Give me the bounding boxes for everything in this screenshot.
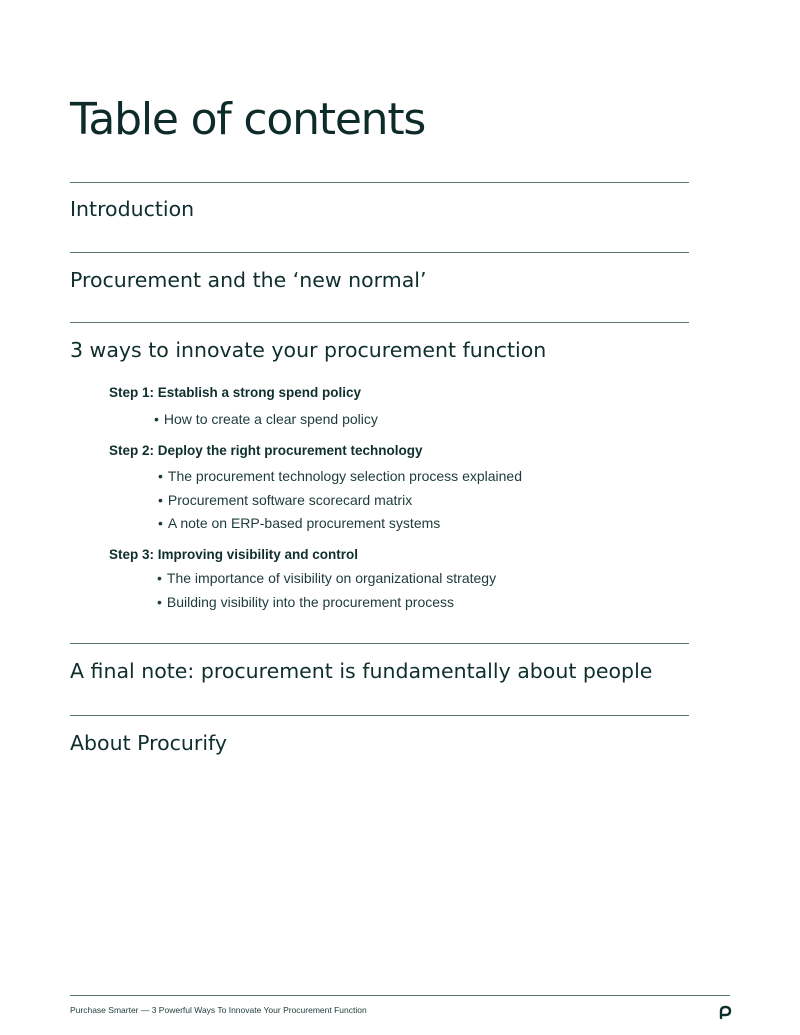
toc-step-1-heading[interactable]: Step 1: Establish a strong spend policy <box>109 385 362 400</box>
toc-step-3-heading[interactable]: Step 3: Improving visibility and control <box>109 547 359 562</box>
procurify-logo-icon <box>718 1005 732 1035</box>
toc-step-1-item-1[interactable] <box>154 411 378 427</box>
section-divider <box>70 643 689 644</box>
footer-text: Purchase Smarter — 3 Powerful Ways To Innovate Your Procurement Function <box>70 1005 367 1015</box>
footer-divider <box>70 995 730 996</box>
bullet-icon: • <box>157 594 162 610</box>
toc-entry-new-normal[interactable]: Procurement and the ‘new normal’ <box>70 268 427 292</box>
section-divider <box>70 182 689 183</box>
toc-entry-three-ways[interactable]: 3 ways to innovate your procurement function <box>70 338 547 362</box>
toc-item-label: How to create a clear spend policy <box>163 411 378 427</box>
toc-step-3-item-2[interactable] <box>157 594 454 610</box>
toc-entry-introduction[interactable]: Introduction <box>70 197 195 221</box>
toc-entry-about[interactable]: About Procurify <box>70 731 228 755</box>
toc-item-label: Building visibility into the procurement process <box>166 594 455 610</box>
section-divider <box>70 252 689 253</box>
toc-step-2-item-1[interactable] <box>158 468 522 484</box>
section-divider <box>70 322 689 323</box>
toc-item-label: The importance of visibility on organizational strategy <box>166 570 497 586</box>
section-divider <box>70 715 689 716</box>
bullet-icon: • <box>157 570 162 586</box>
toc-step-3-item-1[interactable] <box>157 570 496 586</box>
bullet-icon: • <box>158 515 163 531</box>
page-title: Table of contents <box>70 94 426 145</box>
toc-step-2-item-2[interactable] <box>158 492 412 508</box>
toc-entry-final-note[interactable]: A final note: procurement is fundamentally about people <box>70 659 653 683</box>
toc-item-label: The procurement technology selection process explained <box>167 468 523 484</box>
bullet-icon: • <box>158 468 163 484</box>
bullet-icon: • <box>158 492 163 508</box>
bullet-icon: • <box>154 411 159 427</box>
toc-step-2-item-3[interactable] <box>158 515 440 531</box>
toc-step-2-heading[interactable]: Step 2: Deploy the right procurement technology <box>109 443 423 458</box>
toc-item-label: Procurement software scorecard matrix <box>167 492 413 508</box>
toc-item-label: A note on ERP-based procurement systems <box>167 515 441 531</box>
